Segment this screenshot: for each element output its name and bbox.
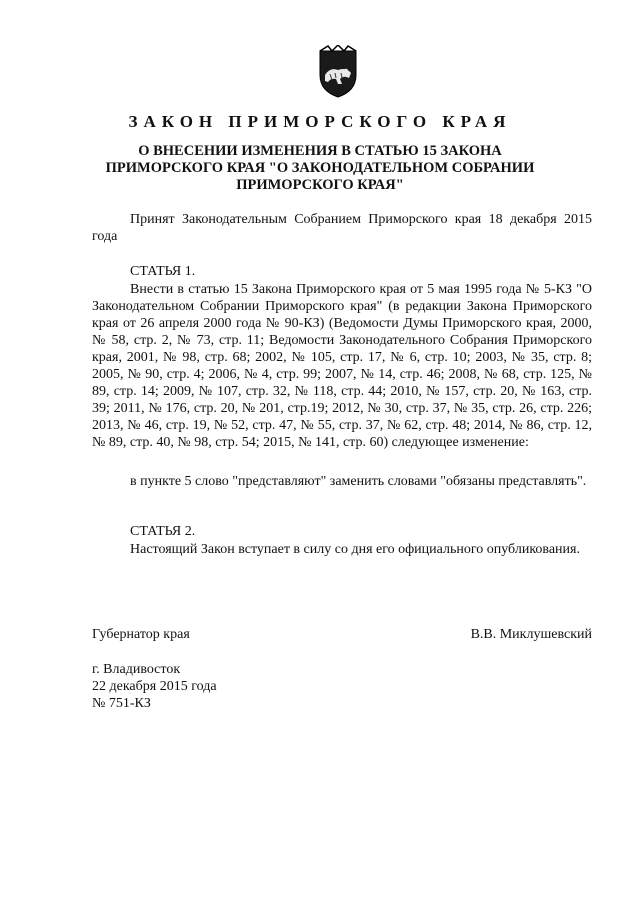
article-1-text: Внести в статью 15 Закона Приморского края от 5 мая 1995 года № 5-КЗ "О Законодательном Собрании Приморского края" (в редакции Закона Приморского края от 26 апреля 2000 года № 90-КЗ) (Ведомости Думы Приморского края, 2000, № 58, стр. 2, № 73, стр. 11; Ведомости Законодательного Собрания Приморского края, 2001, № 98, стр. 68; 2002, № 105, стр. 17, № 6, стр. 10; 2003, № 35, стр. 8; 2005, № 90, стр. 4; 2006, № 4, стр. 99; 2007, № 14, стр. 46; 2008, № 68, стр. 125, № 89, стр. 14; 2009, № 107, стр. 32, № 118, стр. 44; 2010, № 157, стр. 20, № 163, стр. 39; 2011, № 176, стр. 20, № 201, стр.19; 2012, № 30, стр. 37, № 35, стр. 26, стр. 226; 2013, № 46, стр. 19, № 52, стр. 47, № 55, стр. 37, № 62, стр. 48; 2014, № 86, стр. 12, № 89, стр. 40, № 98, стр. 54; 2015, № 141, стр. 60) следующее изменение: (92, 282, 592, 450)
article-2-heading: СТАТЬЯ 2. (130, 524, 196, 539)
coat-of-arms-icon (316, 45, 360, 98)
article-2-text: Настоящий Закон вступает в силу со дня его официального опубликования. (130, 542, 580, 557)
adoption-statement: Принят Законодательным Собранием Приморского края 18 декабря 2015 года (92, 212, 592, 244)
signer-name: В.В. Миклушевский (470, 627, 592, 642)
law-title: ЗАКОН ПРИМОРСКОГО КРАЯ (128, 112, 512, 131)
city: г. Владивосток (92, 662, 181, 677)
article-1-change: в пункте 5 слово "представляют" заменить словами "обязаны представлять". (130, 474, 587, 489)
date: 22 декабря 2015 года (92, 679, 217, 694)
law-number: № 751-КЗ (92, 696, 151, 711)
article-1-heading: СТАТЬЯ 1. (130, 264, 196, 279)
signer-title: Губернатор края (92, 627, 190, 642)
law-subtitle: О ВНЕСЕНИИ ИЗМЕНЕНИЯ В СТАТЬЮ 15 ЗАКОНА ПРИМОРСКОГО КРАЯ "О ЗАКОНОДАТЕЛЬНОМ СОБРАНИИ ПРИМОРСКОГО КРАЯ" (105, 143, 535, 193)
